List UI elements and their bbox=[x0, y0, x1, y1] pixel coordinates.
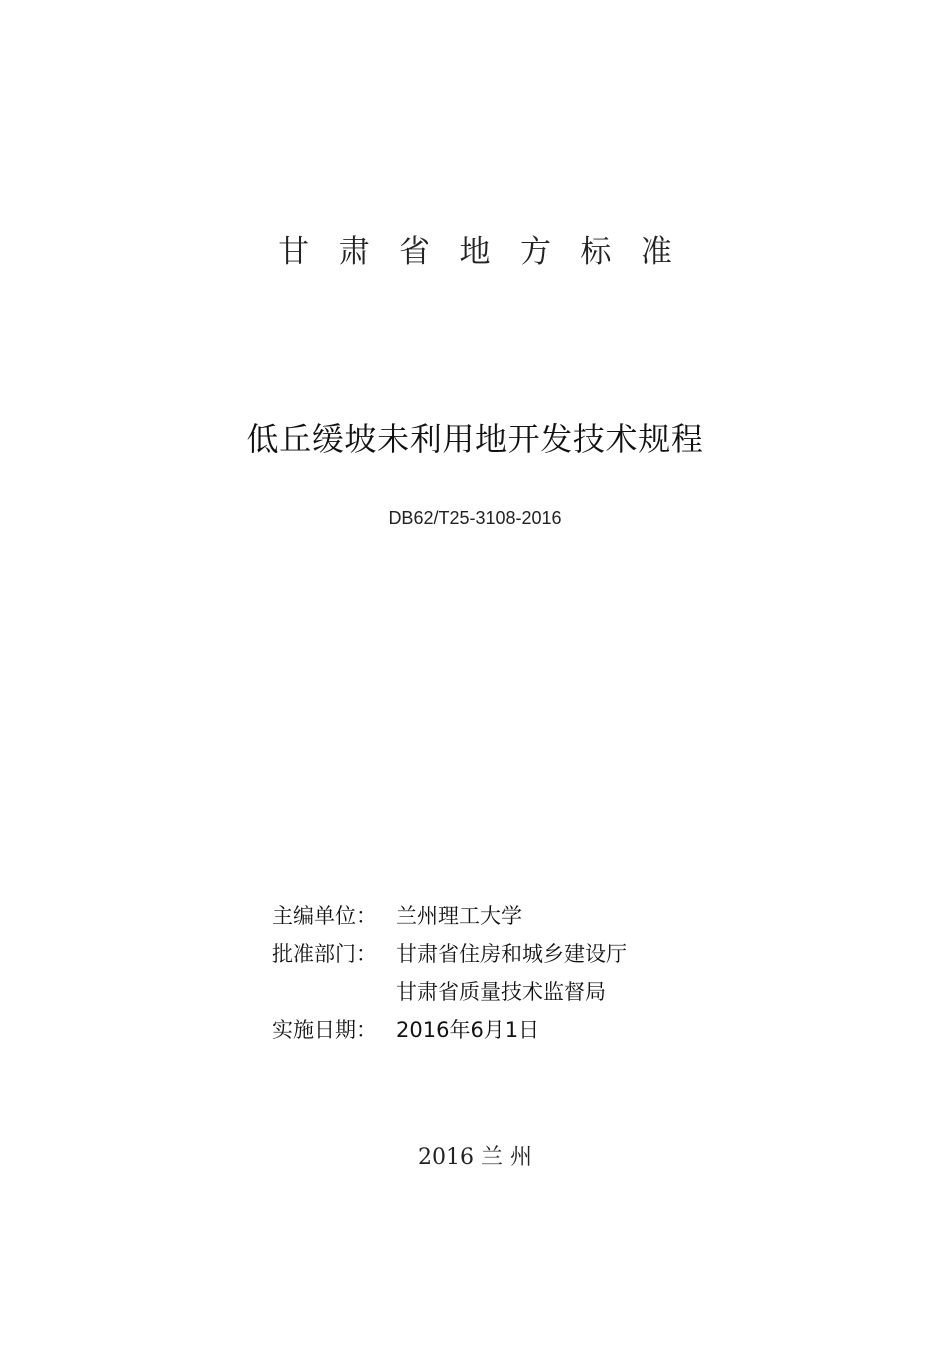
publication-info bbox=[272, 896, 772, 1048]
editor-value: 兰州理工大学 bbox=[396, 904, 522, 928]
footer-imprint: 2016 兰 州 bbox=[418, 1145, 532, 1170]
document-title: 低丘缓坡未利用地开发技术规程 bbox=[246, 420, 704, 458]
editor-label: 主编单位： bbox=[272, 904, 377, 928]
approval-row bbox=[272, 934, 772, 972]
date-row bbox=[272, 1010, 772, 1048]
editor-row bbox=[272, 896, 772, 934]
approval-value-2: 甘肃省质量技术监督局 bbox=[396, 980, 606, 1004]
approval-row-2 bbox=[272, 972, 772, 1010]
approval-label: 批准部门： bbox=[272, 942, 377, 966]
approval-value-1: 甘肃省住房和城乡建设厅 bbox=[396, 942, 627, 966]
date-value: 2016年6月1日 bbox=[396, 1018, 540, 1042]
series-title: 甘肃省地方标准 bbox=[278, 234, 702, 270]
standard-number: DB62/T25-3108-2016 bbox=[388, 508, 562, 528]
date-label: 实施日期： bbox=[272, 1018, 377, 1042]
